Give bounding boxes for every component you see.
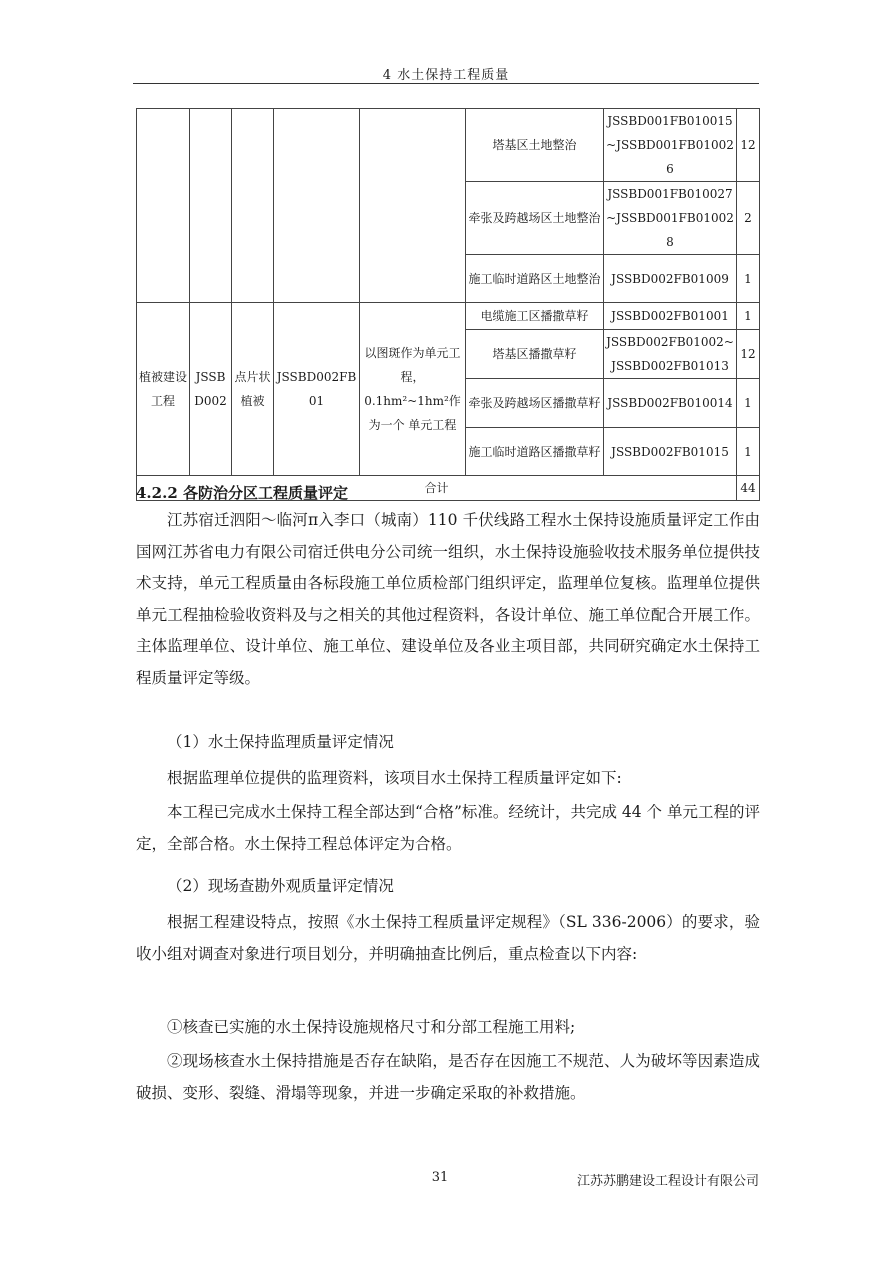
page-number: 31 — [431, 1170, 449, 1185]
body-paragraph: 本工程已完成水土保持工程全部达到“合格”标准。经统计，共完成 44 个 单元工程的评定，全部合格。水土保持工程总体评定为合格。 — [136, 803, 760, 853]
unit-code-cell: JSSBD002FB010014 — [604, 379, 737, 428]
section-heading: 4.2.2 各防治分区工程质量评定 — [136, 484, 348, 502]
unit-code-cell: JSSBD001FB010027~JSSBD001FB010028 — [604, 182, 737, 255]
unit-code-cell: JSSBD002FB01009 — [604, 255, 737, 303]
table-row — [137, 109, 760, 182]
table-cell-empty — [274, 109, 360, 303]
table-row — [137, 303, 760, 330]
unit-count-cell: 1 — [737, 379, 760, 428]
unit-name-cell: 施工临时道路区土地整治 — [466, 255, 604, 303]
running-header: 4 水土保持工程质量 — [382, 68, 510, 83]
subproject-cell: 点片状植被 — [232, 303, 274, 476]
list-item: ①核查已实施的水土保持设施规格尺寸和分部工程施工用料; — [167, 1018, 576, 1036]
unit-count-cell: 1 — [737, 428, 760, 476]
subheading: （1）水土保持监理质量评定情况 — [167, 733, 394, 751]
unit-name-cell: 塔基区土地整治 — [466, 109, 604, 182]
body-paragraph: 根据工程建设特点，按照《水土保持工程质量评定规程》（SL 336-2006）的要求，验收小组对调查对象进行项目划分，并明确抽查比例后，重点检查以下内容: — [136, 913, 760, 963]
unit-count-cell: 1 — [737, 255, 760, 303]
unit-count-cell: 2 — [737, 182, 760, 255]
total-value-cell: 44 — [737, 476, 760, 501]
subproject-code-cell: JSSBD002FB01 — [274, 303, 360, 476]
quality-table — [136, 108, 760, 501]
table-cell-empty — [137, 109, 190, 303]
project-code-cell: JSSBD002 — [190, 303, 232, 476]
body-paragraph: 根据监理单位提供的监理资料，该项目水土保持工程质量评定如下: — [167, 769, 622, 787]
body-paragraph: 江苏宿迁泗阳～临河π入李口（城南）110 千伏线路工程水土保持设施质量评定工作由国网江苏省电力有限公司宿迁供电分公司统一组织，水土保持设施验收技术服务单位提供技术支持，单元工程质量由各标段施工单位质检部门组织评定，监理单位复核。监理单位提供单元工程抽检验收资料及与之相关的其他过程资料，各设计单位、施工单位配合开展工作。主体监理单位、设计单位、施工单位、建设单位及各业主项目部，共同研究确定水土保持工程质量评定等级。 — [136, 511, 760, 687]
unit-name-cell: 牵张及跨越场区土地整治 — [466, 182, 604, 255]
unit-code-cell: JSSBD002FB01015 — [604, 428, 737, 476]
unit-name-cell: 电缆施工区播撒草籽 — [466, 303, 604, 330]
table-cell-empty — [232, 109, 274, 303]
unit-code-cell: JSSBD001FB010015~JSSBD001FB010026 — [604, 109, 737, 182]
unit-name-cell: 施工临时道路区播撒草籽 — [466, 428, 604, 476]
footer-company: 江苏苏鹏建设工程设计有限公司 — [576, 1174, 759, 1189]
unit-count-cell: 12 — [737, 330, 760, 379]
total-label-cell: 合计 — [137, 476, 737, 501]
subheading: （2）现场查勘外观质量评定情况 — [167, 877, 394, 895]
table-cell-empty — [360, 109, 466, 303]
unit-count-cell: 1 — [737, 303, 760, 330]
unit-name-cell: 牵张及跨越场区播撒草籽 — [466, 379, 604, 428]
unit-code-cell: JSSBD002FB01001 — [604, 303, 737, 330]
unit-code-cell: JSSBD002FB01002~JSSBD002FB01013 — [604, 330, 737, 379]
unit-name-cell: 塔基区播撒草籽 — [466, 330, 604, 379]
division-rule-cell: 以图斑作为单元工程，0.1hm²~1hm²作为一个 单元工程 — [360, 303, 466, 476]
unit-count-cell: 12 — [737, 109, 760, 182]
table-cell-empty — [190, 109, 232, 303]
header-rule — [133, 83, 759, 84]
list-item: ②现场核查水土保持措施是否存在缺陷，是否存在因施工不规范、人为破坏等因素造成破损、变形、裂缝、滑塌等现象，并进一步确定采取的补救措施。 — [136, 1052, 760, 1102]
project-cell: 植被建设工程 — [137, 303, 190, 476]
